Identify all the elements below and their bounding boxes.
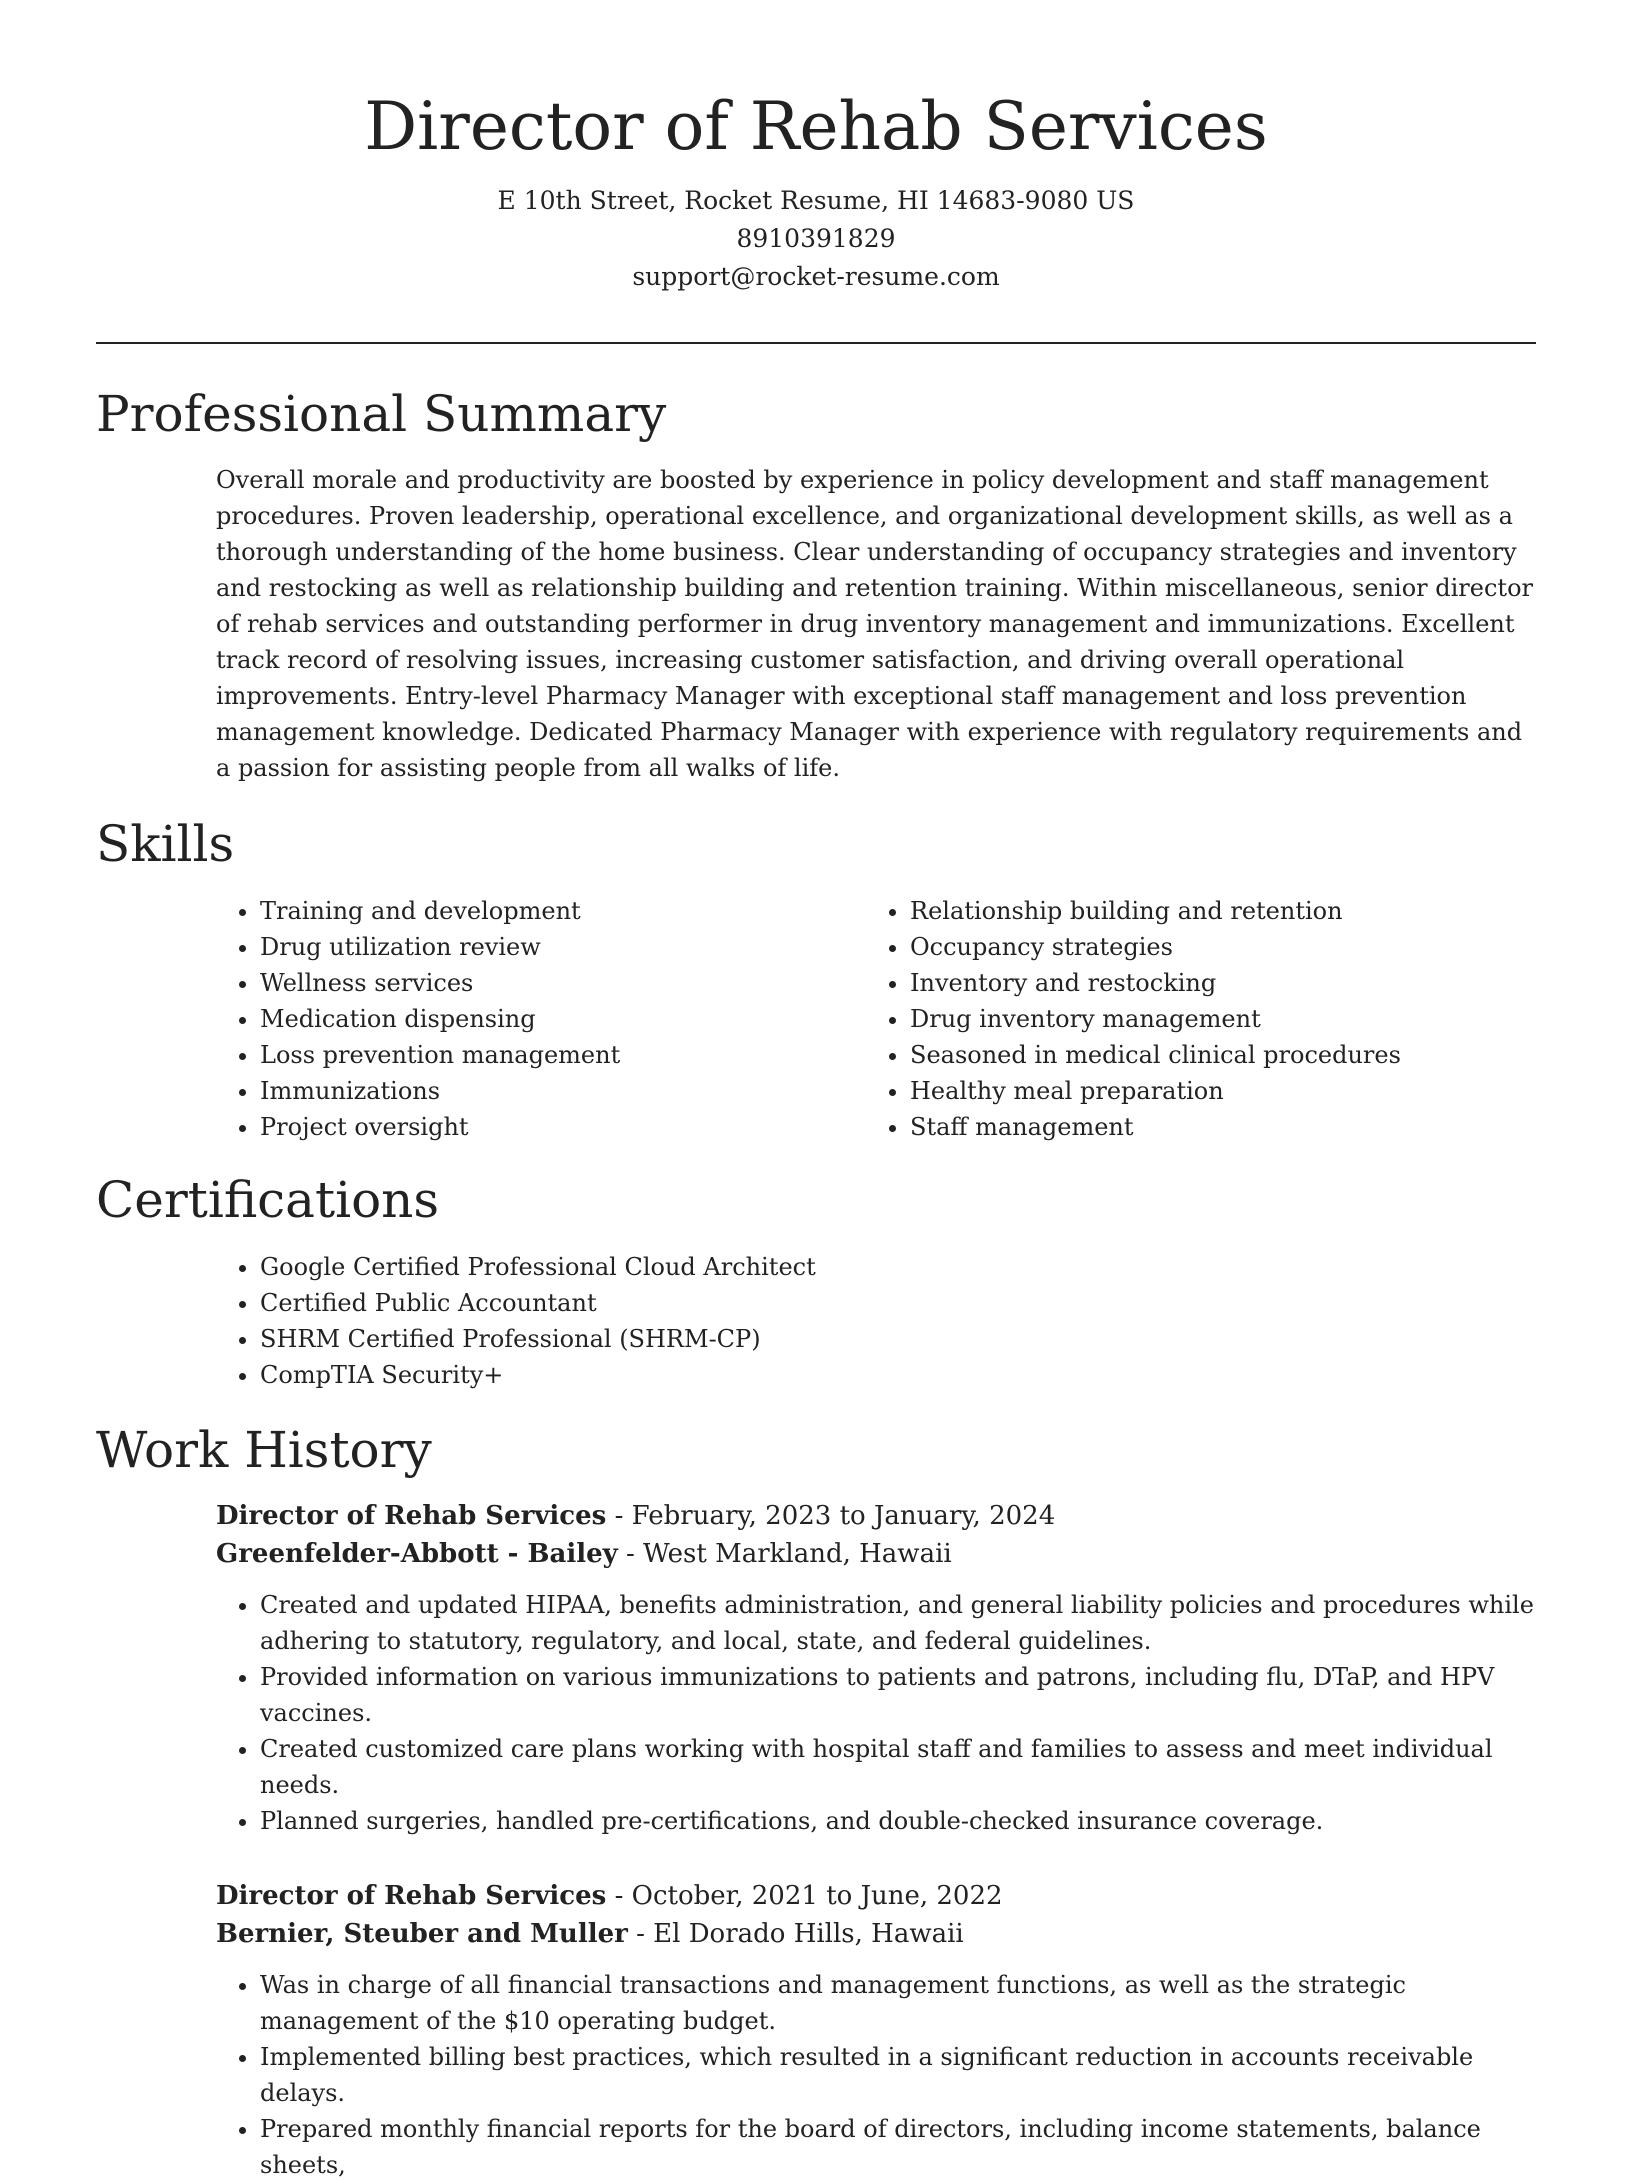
resume-header <box>0 82 1632 296</box>
skill-item: • Immunizations <box>260 1073 816 1109</box>
skill-item: • Drug utilization review <box>260 929 816 965</box>
job-separator: - <box>606 1881 632 1911</box>
job-role: Director of Rehab Services <box>216 1501 607 1531</box>
skill-item: • Inventory and restocking <box>910 965 1536 1001</box>
job-entry <box>216 1497 1539 1839</box>
skill-item: • Project oversight <box>260 1109 816 1145</box>
job-bullet: • Created customized care plans working with hospital staff and families to assess and meet individual needs. <box>260 1731 1550 1803</box>
skills-right-list <box>866 893 1536 1145</box>
job-bullet: • Provided information on various immunizations to patients and patrons, including flu, DTaP, and HPV vaccines. <box>260 1659 1550 1731</box>
job-bullets <box>216 1587 1550 1839</box>
summary-text: Overall morale and productivity are boosted by experience in policy development and staff management procedures. Proven leadership, operational excellence, and organizational development skills, as well as a thorough understanding of the home business. Clear understanding of occupancy strategies and inventory and restocking as well as relationship building and retention training. Within miscellaneous, senior director of rehab services and outstanding performer in drug inventory management and immunizations. Excellent track record of resolving issues, increasing customer satisfaction, and driving overall operational improvements. Entry-level Pharmacy Manager with exceptional staff management and loss prevention management knowledge. Dedicated Pharmacy Manager with experience with regulatory requirements and a passion for assisting people from all walks of life. <box>216 466 1533 782</box>
job-company: Bernier, Steuber and Muller <box>216 1919 628 1949</box>
skill-item: • Relationship building and retention <box>910 893 1536 929</box>
job-dates: February, 2023 to January, 2024 <box>631 1501 1056 1531</box>
skill-item: • Medication dispensing <box>260 1001 816 1037</box>
job-location: El Dorado Hills, Hawaii <box>653 1919 964 1949</box>
skills-left-column <box>216 893 816 1145</box>
skills-left-list <box>216 893 816 1145</box>
certifications-list <box>216 1249 1216 1393</box>
work-history-heading: Work History <box>96 1421 432 1479</box>
skill-item: • Staff management <box>910 1109 1536 1145</box>
skill-item: • Loss prevention management <box>260 1037 816 1073</box>
job-role: Director of Rehab Services <box>216 1881 607 1911</box>
job-bullet: • Prepared monthly financial reports for the board of directors, including income statements, balance sheets, <box>260 2111 1550 2183</box>
skills-heading: Skills <box>96 815 235 873</box>
job-separator: - <box>627 1919 654 1949</box>
job-entry <box>216 1877 1539 2183</box>
resume-name: Director of Rehab Services <box>364 88 1268 165</box>
skill-item: • Training and development <box>260 893 816 929</box>
skill-item: • Drug inventory management <box>910 1001 1536 1037</box>
contact-block <box>0 182 1632 296</box>
job-company: Greenfelder-Abbott - Bailey <box>216 1539 618 1569</box>
job-location: West Markland, Hawaii <box>643 1539 952 1569</box>
certifications-column <box>216 1249 1216 1393</box>
skills-right-column <box>866 893 1536 1145</box>
job-bullet: • Created and updated HIPAA, benefits administration, and general liability policies and procedures while adhering to statutory, regulatory, and local, state, and federal guidelines. <box>260 1587 1550 1659</box>
summary-heading: Professional Summary <box>96 385 667 443</box>
contact-phone: 8910391829 <box>736 224 896 253</box>
job-bullet: • Implemented billing best practices, which resulted in a significant reduction in accounts receivable delays. <box>260 2039 1550 2111</box>
job-bullet: • Was in charge of all financial transactions and management functions, as well as the strategic management of the $10 operating budget. <box>260 1967 1550 2039</box>
job-bullet: • Planned surgeries, handled pre-certifications, and double-checked insurance coverage. <box>260 1803 1550 1839</box>
contact-email: support@rocket-resume.com <box>632 262 1000 291</box>
job-separator: - <box>606 1501 632 1531</box>
skill-item: • Seasoned in medical clinical procedures <box>910 1037 1536 1073</box>
job-title-line <box>216 1877 1539 1915</box>
skill-item: • Occupancy strategies <box>910 929 1536 965</box>
certification-item: • Certified Public Accountant <box>260 1285 1216 1321</box>
job-title-line <box>216 1497 1539 1535</box>
certification-item: • Google Certified Professional Cloud Architect <box>260 1249 1216 1285</box>
certifications-heading: Certifications <box>96 1171 440 1229</box>
job-separator: - <box>617 1539 644 1569</box>
job-company-line <box>216 1535 1539 1573</box>
job-dates: October, 2021 to June, 2022 <box>631 1881 1003 1911</box>
job-company-line <box>216 1915 1539 1953</box>
contact-address: E 10th Street, Rocket Resume, HI 14683-9080 US <box>497 186 1135 215</box>
certification-item: • SHRM Certified Professional (SHRM-CP) <box>260 1321 1216 1357</box>
certification-item: • CompTIA Security+ <box>260 1357 1216 1393</box>
skill-item: • Healthy meal preparation <box>910 1073 1536 1109</box>
header-divider <box>96 342 1536 344</box>
job-bullets <box>216 1967 1550 2183</box>
skill-item: • Wellness services <box>260 965 816 1001</box>
